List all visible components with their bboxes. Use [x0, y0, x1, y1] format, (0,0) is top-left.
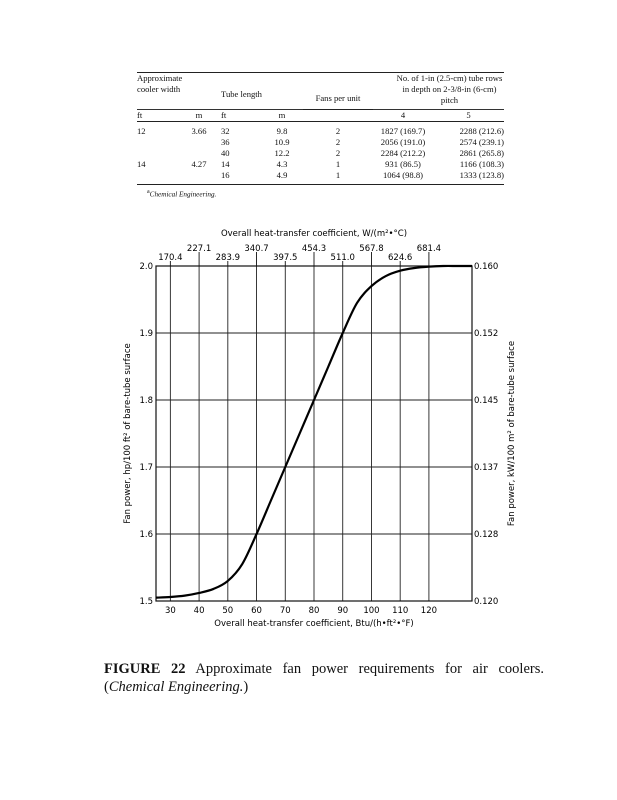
- table-cell: 9.8: [276, 126, 288, 136]
- unit-ft: ft: [137, 110, 177, 122]
- top-tick-label-upper: 227.1: [186, 244, 212, 254]
- table-cell: 931 (86.5): [385, 159, 421, 169]
- top-tick-label-upper: 340.7: [244, 244, 269, 254]
- y2-tick-label: 0.145: [474, 396, 499, 406]
- table-cell: 32: [221, 126, 230, 136]
- x-tick-label: 80: [308, 606, 320, 616]
- table-cell: 2288 (212.6): [459, 126, 504, 136]
- footnote-text: Chemical Engineering.: [149, 190, 217, 199]
- x-tick-label: 90: [337, 606, 349, 616]
- header-fans-per-unit: Fans per unit: [303, 73, 373, 110]
- chart-title: Overall heat-transfer coefficient, W/(m²•°C): [220, 229, 408, 239]
- y2-tick-label: 0.160: [474, 262, 499, 272]
- y-tick-label: 2.0: [139, 262, 153, 272]
- table-cell: 12: [137, 126, 146, 136]
- header-cooler-width: Approximate cooler width: [137, 73, 221, 110]
- table-cell: 14: [137, 159, 146, 169]
- table-cell: 1333 (123.8): [433, 170, 504, 185]
- table-cell: 1064 (98.8): [373, 170, 433, 185]
- x-tick-label: 70: [279, 606, 291, 616]
- y-tick-label: 1.6: [139, 530, 153, 540]
- top-tick-label-lower: 624.6: [388, 253, 413, 263]
- y2-tick-label: 0.128: [474, 530, 499, 540]
- table-cell: 1166 (108.3): [459, 159, 504, 169]
- table-cell: 1: [335, 159, 341, 169]
- unit-rows-4: 4: [373, 110, 433, 122]
- table-cell: 2: [335, 137, 341, 147]
- top-tick-label-upper: 567.8: [359, 244, 384, 254]
- y-tick-label: 1.5: [139, 597, 153, 607]
- y-tick-label: 1.9: [139, 329, 153, 339]
- table-cell: 12.2: [274, 148, 290, 158]
- table-cell: 2284 (212.2): [380, 148, 426, 158]
- top-tick-label-upper: 681.4: [416, 244, 442, 254]
- header-tube-rows: No. of 1-in (2.5-cm) tube rows in depth on 2-3/8-in (6-cm) pitch: [373, 73, 504, 110]
- table-cell: 10.9: [274, 137, 290, 147]
- table-cell: 2056 (191.0): [380, 137, 426, 147]
- x-tick-label: 30: [164, 606, 176, 616]
- table-cell: 14: [221, 159, 230, 169]
- table-cell: 4.9: [261, 170, 303, 185]
- y-tick-label: 1.8: [139, 396, 153, 406]
- header-tube-length: Tube length: [221, 73, 303, 110]
- top-tick-label-lower: 283.9: [215, 253, 240, 263]
- caption-label: FIGURE 22: [104, 661, 186, 677]
- table-cell: 3.66: [191, 126, 207, 136]
- top-tick-label-upper: 454.3: [301, 244, 327, 254]
- unit-m: m: [261, 110, 303, 122]
- table-cell: 2861 (265.8): [459, 148, 504, 158]
- figure-caption: FIGURE 22 Approximate fan power requirements for air coolers. (Chemical Engineering.): [104, 661, 544, 695]
- unit-m: m: [177, 110, 221, 122]
- y2-tick-label: 0.120: [474, 597, 499, 607]
- x-tick-label: 60: [251, 606, 262, 616]
- footnote-mark: a: [147, 189, 150, 195]
- y2-tick-label: 0.152: [474, 329, 499, 339]
- y-axis-label: Fan power, hp/100 ft² of bare-tube surface: [123, 343, 133, 524]
- x-axis-label: Overall heat-transfer coefficient, Btu/(h•ft²•°F): [214, 619, 414, 629]
- table-cell: 2: [335, 148, 341, 158]
- x-tick-label: 50: [222, 606, 234, 616]
- top-tick-label-lower: 397.5: [273, 253, 298, 263]
- table-cell: 36: [221, 137, 230, 147]
- unit-ft: ft: [221, 110, 261, 122]
- y2-tick-label: 0.137: [474, 463, 499, 473]
- x-tick-label: 120: [420, 606, 438, 616]
- y2-axis-label: Fan power, kW/100 m² of bare-tube surface: [507, 340, 517, 527]
- table-cell: 4.3: [276, 159, 288, 169]
- table-cell: 1827 (169.7): [380, 126, 426, 136]
- top-tick-label-lower: 511.0: [330, 253, 355, 263]
- table-cell: 4.27: [191, 159, 207, 169]
- unit-rows-5: 5: [433, 110, 504, 122]
- table-cell: 16: [221, 170, 261, 185]
- table-cell: 2574 (239.1): [459, 137, 504, 147]
- x-tick-label: 40: [193, 606, 205, 616]
- y-tick-label: 1.7: [139, 463, 153, 473]
- caption-source: Chemical Engineering.: [108, 679, 244, 695]
- table-cell: 1: [303, 170, 373, 185]
- top-tick-label-lower: 170.4: [158, 253, 183, 263]
- x-tick-label: 100: [363, 606, 380, 616]
- table-cell: 40: [221, 148, 230, 158]
- x-tick-label: 110: [392, 606, 409, 616]
- table-cell: 2: [335, 126, 341, 136]
- caption-text: Approximate fan power requirements for air coolers.: [195, 661, 544, 677]
